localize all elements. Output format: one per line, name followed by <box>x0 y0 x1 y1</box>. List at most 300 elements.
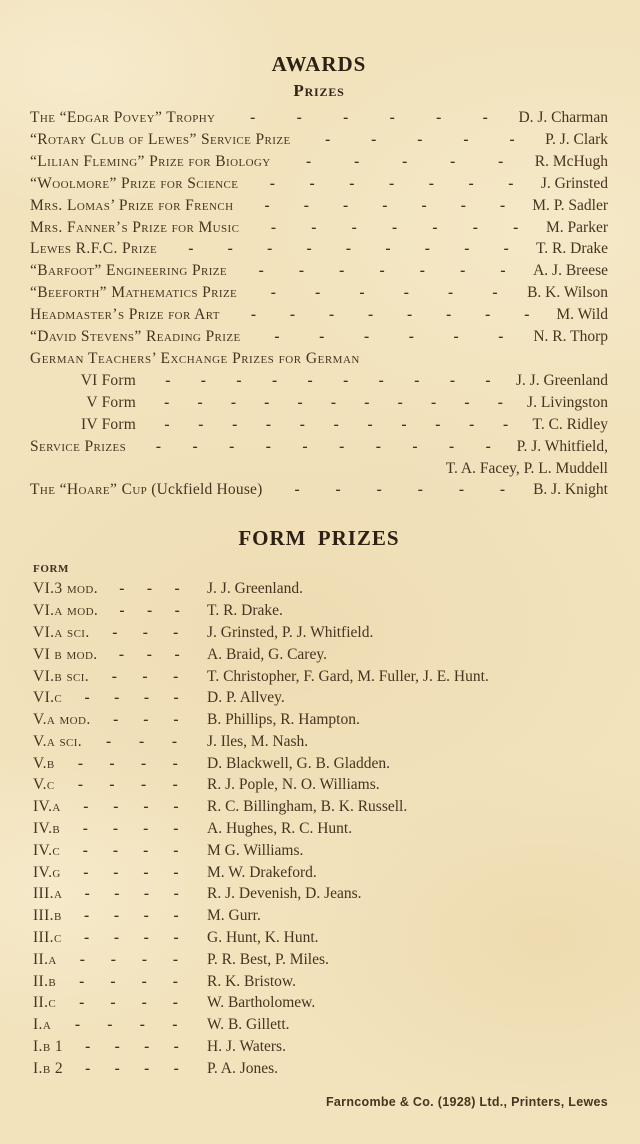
dash-leader <box>73 1058 191 1080</box>
award-row <box>30 304 608 326</box>
leader-dash: - <box>485 306 491 324</box>
leader-dash: - <box>343 109 349 126</box>
leader-dash: - <box>270 218 277 236</box>
form-label-block <box>33 905 207 927</box>
printer-credit: Farncombe & Co. (1928) Ltd., Printers, Lewes <box>325 1094 608 1109</box>
dash-leader <box>255 326 524 348</box>
dash-leader <box>101 709 191 731</box>
recipient-names: A. Braid, G. Carey. <box>207 645 327 663</box>
leader-dash: - <box>173 863 179 881</box>
leader-dash: - <box>299 415 305 433</box>
leader-dash: - <box>143 863 149 881</box>
leader-dash: - <box>174 645 180 663</box>
leader-dash: - <box>139 1016 145 1034</box>
leader-dash: - <box>325 130 331 148</box>
leader-dash: - <box>430 393 437 411</box>
award-row <box>30 151 608 173</box>
recipient-names: T. R. Drake. <box>207 602 283 620</box>
form-prize-row <box>30 927 608 949</box>
leader-dash: - <box>173 689 179 707</box>
recipient-names: M. Gurr. <box>207 907 261 925</box>
leader-dash: - <box>271 371 278 389</box>
leader-dash: - <box>144 1038 150 1056</box>
leader-dash: - <box>236 371 242 389</box>
leader-dash: - <box>448 284 454 302</box>
leader-dash: - <box>119 602 125 620</box>
leader-dash: - <box>414 371 420 389</box>
leader-dash: - <box>173 820 179 838</box>
leader-dash: - <box>143 885 150 903</box>
leader-dash: - <box>460 262 466 280</box>
leader-dash: - <box>446 306 452 324</box>
recipient-names: W. Bartholomew. <box>207 994 316 1012</box>
leader-dash: - <box>112 820 119 838</box>
leader-dash: - <box>82 820 88 838</box>
form-prize-row <box>30 818 608 840</box>
form-prize-row <box>30 578 608 600</box>
form-label: II.a <box>33 950 57 968</box>
award-row <box>30 195 608 217</box>
leader-dash: - <box>84 907 90 925</box>
leader-dash: - <box>472 218 478 236</box>
leader-dash: - <box>109 776 115 794</box>
leader-dash: - <box>143 929 149 947</box>
form-prize-row <box>30 774 608 796</box>
form-label: I.b 2 <box>33 1059 63 1077</box>
leader-dash: - <box>385 240 391 258</box>
leader-dash: - <box>83 798 89 816</box>
form-prize-row <box>30 644 608 666</box>
award-row <box>30 260 608 282</box>
form-label: III.b <box>33 907 62 925</box>
dash-leader <box>67 949 191 971</box>
award-sub-label-box <box>30 392 136 414</box>
leader-dash: - <box>270 284 276 302</box>
dash-leader <box>277 479 524 501</box>
award-continuation-row <box>30 458 608 480</box>
recipient-name: D. J. Charman <box>518 109 608 126</box>
award-sub-label: IV Form <box>81 415 136 433</box>
leader-dash: - <box>330 393 337 411</box>
recipient-names: R. K. Bristow. <box>207 972 296 990</box>
leader-dash: - <box>499 481 506 499</box>
dash-leader <box>71 796 191 818</box>
form-label-block <box>33 644 207 666</box>
recipient-name: P. J. Clark <box>545 130 608 148</box>
dash-leader <box>99 666 191 688</box>
leader-dash: - <box>141 776 147 794</box>
recipient-name: N. R. Thorp <box>533 328 608 346</box>
form-prize-row <box>30 666 608 688</box>
award-row <box>30 217 608 239</box>
leader-dash: - <box>110 994 116 1012</box>
recipient-names: B. Phillips, R. Hampton. <box>207 711 360 729</box>
form-label-block <box>33 774 207 796</box>
leader-dash: - <box>173 798 179 816</box>
leader-dash: - <box>408 328 414 346</box>
leader-dash: - <box>118 645 125 663</box>
leader-dash: - <box>143 841 149 859</box>
dash-leader <box>66 992 191 1014</box>
leader-dash: - <box>508 174 514 192</box>
form-prize-row <box>30 796 608 818</box>
form-column-header: FORM <box>33 563 70 576</box>
leader-dash: - <box>349 174 355 192</box>
leader-dash: - <box>343 371 349 389</box>
leader-dash: - <box>109 754 115 772</box>
award-label: Lewes R.F.C. Prize <box>30 240 158 258</box>
leader-dash: - <box>335 481 341 499</box>
recipient-name: P. J. Whitfield, <box>516 437 608 455</box>
award-row <box>30 370 608 392</box>
recipient-names: R. C. Billingham, B. K. Russell. <box>207 798 408 816</box>
form-prize-row <box>30 971 608 993</box>
leader-dash: - <box>274 328 280 346</box>
form-label-block <box>33 992 207 1014</box>
dash-leader <box>150 392 517 414</box>
dash-leader <box>253 217 536 239</box>
leader-dash: - <box>113 711 119 729</box>
leader-dash: - <box>172 754 178 772</box>
form-prize-row <box>30 1058 608 1080</box>
recipient-name: A. J. Breese <box>533 262 608 280</box>
leader-dash: - <box>485 437 491 455</box>
form-label-block <box>33 709 207 731</box>
form-label: VI.c <box>33 689 63 707</box>
leader-dash: - <box>421 196 427 214</box>
dash-leader <box>72 905 191 927</box>
form-label: III.a <box>33 885 63 903</box>
recipient-names: P. A. Jones. <box>207 1059 279 1077</box>
leader-dash: - <box>77 754 83 772</box>
leader-dash: - <box>85 1038 91 1056</box>
form-label: II.b <box>33 972 57 990</box>
dash-leader <box>251 282 517 304</box>
leader-dash: - <box>174 602 180 620</box>
leader-dash: - <box>469 415 475 433</box>
leader-dash: - <box>375 437 381 455</box>
leader-dash: - <box>345 240 352 258</box>
award-row <box>30 282 608 304</box>
leader-dash: - <box>492 284 498 302</box>
leader-dash: - <box>319 328 325 346</box>
leader-dash: - <box>412 437 418 455</box>
form-label: V.b <box>33 754 55 772</box>
recipient-names: R. J. Pople, N. O. Williams. <box>207 776 380 794</box>
leader-dash: - <box>463 130 469 148</box>
form-label: I.b 1 <box>33 1038 63 1056</box>
leader-dash: - <box>79 972 85 990</box>
leader-dash: - <box>114 885 120 903</box>
leader-dash: - <box>450 152 456 170</box>
leader-dash: - <box>174 580 180 598</box>
recipient-names: R. J. Devenish, D. Jeans. <box>207 885 362 903</box>
award-label: “Lilian Fleming” Prize for Biology <box>30 152 271 170</box>
recipient-name: J. Grinsted <box>540 174 608 192</box>
award-row <box>30 326 608 348</box>
leader-dash: - <box>173 623 179 641</box>
recipient-names: H. J. Waters. <box>207 1038 286 1056</box>
leader-dash: - <box>499 196 506 214</box>
form-label-block <box>33 1014 207 1036</box>
leader-dash: - <box>339 437 345 455</box>
form-label-block <box>33 840 207 862</box>
leader-dash: - <box>192 437 198 455</box>
recipient-name: B. J. Knight <box>533 481 608 499</box>
form-prize-row <box>30 731 608 753</box>
award-sub-label: VI Form <box>80 371 136 389</box>
leader-dash: - <box>197 393 203 411</box>
leader-dash: - <box>146 645 152 663</box>
leader-dash: - <box>401 415 407 433</box>
recipient-name: T. R. Drake <box>535 240 608 258</box>
leader-dash: - <box>513 218 519 236</box>
form-prize-row <box>30 840 608 862</box>
leader-dash: - <box>114 1059 120 1077</box>
awards-heading: AWARDS <box>271 52 367 76</box>
leader-dash: - <box>258 262 264 280</box>
leader-dash: - <box>172 950 179 968</box>
recipient-name: T. C. Ridley <box>532 415 608 433</box>
dash-leader <box>234 304 546 326</box>
leader-dash: - <box>498 328 504 346</box>
leader-dash: - <box>84 689 90 707</box>
leader-dash: - <box>264 393 270 411</box>
leader-dash: - <box>500 262 506 280</box>
form-prize-row <box>30 992 608 1014</box>
award-label-detail: (Uckfield House) <box>147 481 263 499</box>
recipient-names: W. B. Gillett. <box>207 1016 290 1034</box>
leader-dash: - <box>311 218 317 236</box>
award-sub-label-box <box>30 370 136 392</box>
form-prize-row <box>30 600 608 622</box>
leader-dash: - <box>143 711 149 729</box>
form-prize-row <box>30 687 608 709</box>
leader-dash: - <box>448 437 455 455</box>
leader-dash: - <box>378 371 384 389</box>
form-label: VI b mod. <box>33 645 98 663</box>
leader-dash: - <box>306 152 312 170</box>
leader-dash: - <box>198 415 204 433</box>
leader-dash: - <box>265 415 272 433</box>
dash-leader <box>71 862 191 884</box>
award-row <box>30 107 608 129</box>
leader-dash: - <box>267 240 273 258</box>
leader-dash: - <box>296 109 302 126</box>
leader-dash: - <box>110 950 116 968</box>
awards-list <box>30 107 608 501</box>
leader-dash: - <box>85 1059 91 1077</box>
leader-dash: - <box>172 776 178 794</box>
leader-dash: - <box>141 994 147 1012</box>
dash-leader <box>70 840 191 862</box>
form-label-block <box>33 883 207 905</box>
leader-dash: - <box>250 109 256 126</box>
dash-leader <box>65 753 191 775</box>
leader-dash: - <box>339 262 345 280</box>
award-label: Mrs. Fanner’s Prize for Music <box>30 218 240 236</box>
leader-dash: - <box>200 371 206 389</box>
leader-dash: - <box>367 415 373 433</box>
leader-dash: - <box>351 218 357 236</box>
leader-dash: - <box>74 1016 80 1034</box>
recipient-names: J. J. Greenland. <box>207 580 303 598</box>
form-prize-row <box>30 709 608 731</box>
dash-leader <box>252 173 530 195</box>
recipient-names: M G. Williams. <box>207 841 304 859</box>
leader-dash: - <box>379 262 385 280</box>
leader-dash: - <box>289 306 296 324</box>
recipient-name: J. Livingston <box>527 393 608 411</box>
form-label-block <box>33 949 207 971</box>
leader-dash: - <box>468 174 474 192</box>
leader-dash: - <box>113 929 119 947</box>
award-label: “David Stevens” Reading Prize <box>30 328 241 346</box>
award-sub-label: V Form <box>86 393 136 411</box>
form-label-block <box>33 1036 207 1058</box>
leader-dash: - <box>173 667 179 685</box>
dash-leader <box>229 107 508 129</box>
dash-leader <box>108 578 191 600</box>
leader-dash: - <box>142 623 148 641</box>
leader-dash: - <box>453 328 459 346</box>
award-row <box>30 129 608 151</box>
form-prize-row <box>30 622 608 644</box>
dash-leader <box>72 883 191 905</box>
award-label: “Rotary Club of Lewes” Service Prize <box>30 130 291 148</box>
leader-dash: - <box>143 820 149 838</box>
leader-dash: - <box>509 130 515 148</box>
dash-leader <box>140 436 506 458</box>
dash-leader <box>285 151 525 173</box>
form-label-block <box>33 862 207 884</box>
leader-dash: - <box>114 689 120 707</box>
recipient-names: M. W. Drakeford. <box>207 863 317 881</box>
recipient-names: J. Grinsted, P. J. Whitfield. <box>207 623 374 641</box>
leader-dash: - <box>376 481 382 499</box>
form-prize-row <box>30 905 608 927</box>
recipient-names: D. P. Allvey. <box>207 689 285 707</box>
leader-dash: - <box>342 196 349 214</box>
leader-dash: - <box>458 481 464 499</box>
dash-leader <box>150 370 506 392</box>
leader-dash: - <box>188 240 194 258</box>
form-prizes-list <box>30 578 608 1079</box>
leader-dash: - <box>432 218 438 236</box>
award-label: “Woolmore” Prize for Science <box>30 174 239 192</box>
leader-dash: - <box>294 481 300 499</box>
form-prize-row <box>30 1014 608 1036</box>
award-row <box>30 392 608 414</box>
dash-leader <box>150 414 523 436</box>
award-label: German Teachers’ Exchange Prizes for German <box>30 349 360 367</box>
leader-dash: - <box>482 109 488 126</box>
form-label-block <box>33 818 207 840</box>
leader-dash: - <box>265 437 271 455</box>
form-label: VI.a sci. <box>33 623 90 641</box>
leader-dash: - <box>110 972 116 990</box>
leader-dash: - <box>397 393 403 411</box>
dash-leader <box>171 238 526 260</box>
leader-dash: - <box>333 415 339 433</box>
leader-dash: - <box>173 907 179 925</box>
leader-dash: - <box>82 841 88 859</box>
leader-dash: - <box>146 580 153 598</box>
leader-dash: - <box>449 371 455 389</box>
leader-dash: - <box>436 109 442 126</box>
leader-dash: - <box>407 306 413 324</box>
form-label: V.a sci. <box>33 732 83 750</box>
leader-dash: - <box>173 929 179 947</box>
award-label: Service Prizes <box>30 437 127 455</box>
leader-dash: - <box>497 393 503 411</box>
award-label: Mrs. Lomas’ Prize for French <box>30 196 234 214</box>
award-row <box>30 238 608 260</box>
leader-dash: - <box>230 393 236 411</box>
leader-dash: - <box>172 994 178 1012</box>
leader-dash: - <box>389 109 395 126</box>
leader-dash: - <box>417 481 423 499</box>
leader-dash: - <box>363 328 370 346</box>
form-label: VI.a mod. <box>33 602 99 620</box>
recipient-name: M. Wild <box>556 306 608 324</box>
leader-dash: - <box>354 152 360 170</box>
leader-dash: - <box>105 732 112 750</box>
form-label-block <box>33 622 207 644</box>
leader-dash: - <box>302 437 308 455</box>
form-prize-row <box>30 862 608 884</box>
recipient-name: M. P. Sadler <box>532 196 608 214</box>
form-label: IV.a <box>33 798 61 816</box>
award-row <box>30 436 608 458</box>
dash-leader <box>100 622 191 644</box>
leader-dash: - <box>303 196 309 214</box>
leader-dash: - <box>485 371 491 389</box>
leader-dash: - <box>315 284 321 302</box>
leader-dash: - <box>164 393 170 411</box>
leader-dash: - <box>402 152 408 170</box>
leader-dash: - <box>498 152 504 170</box>
recipient-name: B. K. Wilson <box>527 284 608 302</box>
form-prizes-heading: FORM PRIZES <box>238 526 400 551</box>
leader-dash: - <box>164 415 170 433</box>
dash-leader <box>305 129 536 151</box>
leader-dash: - <box>79 950 85 968</box>
dash-leader <box>65 774 191 796</box>
leader-dash: - <box>147 602 153 620</box>
dash-leader <box>72 927 191 949</box>
leader-dash: - <box>368 306 374 324</box>
award-row <box>30 414 608 436</box>
form-label: II.c <box>33 994 57 1012</box>
form-label: I.a <box>33 1016 52 1034</box>
leader-dash: - <box>364 393 370 411</box>
leader-dash: - <box>359 284 365 302</box>
form-label-block <box>33 796 207 818</box>
dash-leader <box>73 1036 191 1058</box>
form-label-block <box>33 731 207 753</box>
leader-dash: - <box>112 841 119 859</box>
form-label: V.c <box>33 776 55 794</box>
leader-dash: - <box>143 907 149 925</box>
award-label: The “Hoare” Cup <box>30 481 148 499</box>
recipient-names: G. Hunt, K. Hunt. <box>207 929 319 947</box>
dash-leader <box>247 195 522 217</box>
leader-dash: - <box>460 196 466 214</box>
award-label: “Barfoot” Engineering Prize <box>30 262 228 280</box>
leader-dash: - <box>264 196 270 214</box>
dash-leader <box>70 818 191 840</box>
